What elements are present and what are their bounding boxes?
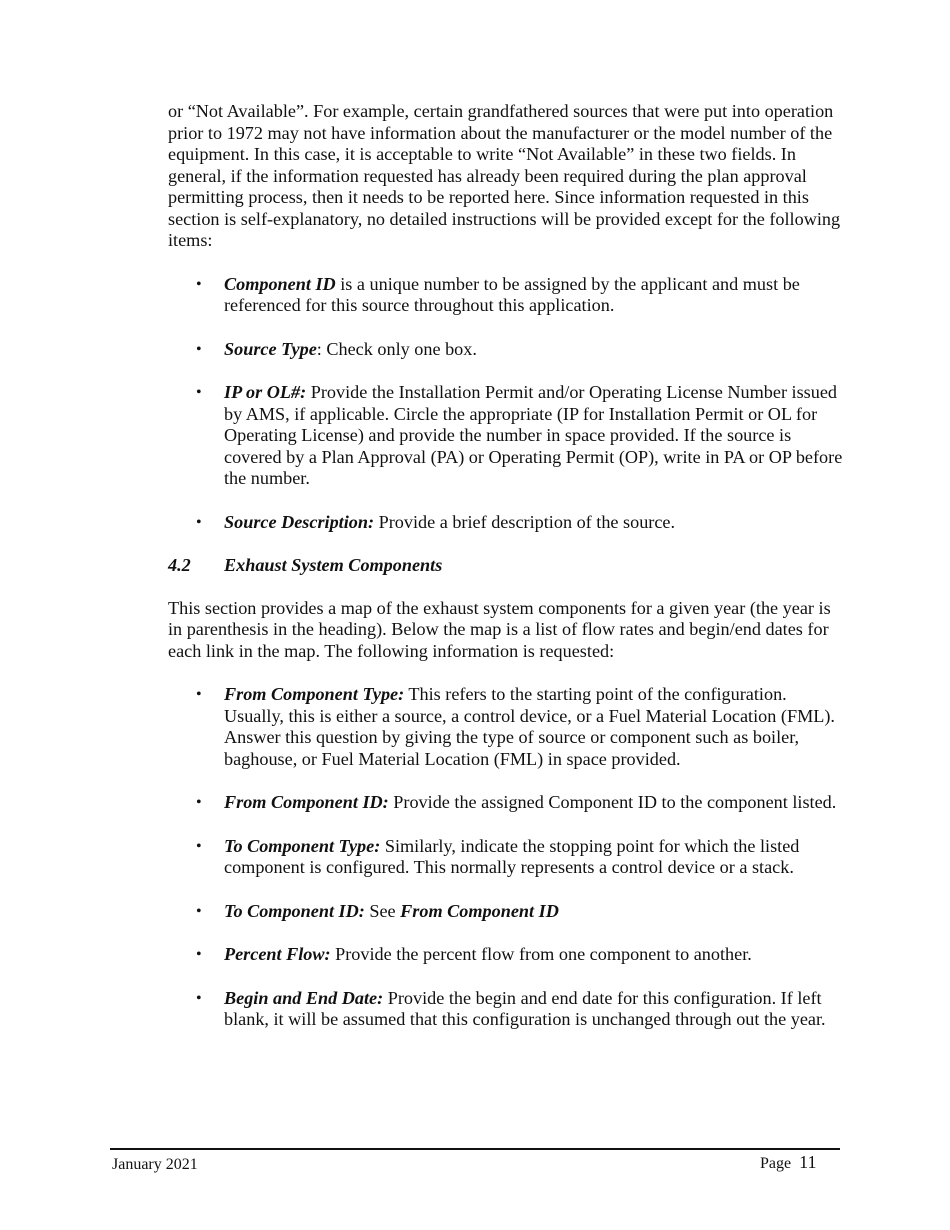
page-number: 11 (799, 1152, 817, 1172)
item-text: Provide the Installation Permit and/or Operating License Number issued by AMS, if applicable. Circle the appropriate (IP for Installation Permit or OL for Operating License) and provide the number in space provided. If the source is covered by a Plan Approval (PA) or Operating Permit (OP), write in PA or OP before the number. (224, 382, 843, 488)
section-heading (168, 555, 848, 577)
list-item (168, 836, 848, 879)
list-item (168, 684, 848, 770)
section-number: 4.2 (168, 555, 191, 575)
bullet-icon: • (196, 513, 202, 531)
page-label: Page (760, 1155, 792, 1172)
document-body (168, 101, 848, 1053)
item-term: Source Type (224, 338, 317, 359)
item-text: Provide the begin and end date for this configuration. If left blank, it will be assumed that this configuration is unchanged through out the year. (224, 987, 826, 1029)
bullet-icon: • (196, 989, 202, 1007)
item-term: To Component ID: (224, 900, 365, 921)
footer-divider (110, 1148, 840, 1150)
item-text: Provide a brief description of the source. (374, 511, 676, 532)
bullet-icon: • (196, 686, 202, 703)
list-item (168, 382, 848, 490)
footer-page (760, 1152, 816, 1175)
bullet-icon: • (196, 794, 202, 811)
item-text: Provide the percent flow from one component to another. (330, 944, 752, 964)
list-item (168, 274, 848, 317)
list-item (168, 944, 848, 966)
bullet-icon: • (196, 902, 202, 920)
exhaust-items-list (168, 684, 848, 1031)
item-reference: From Component ID (400, 900, 559, 921)
item-term: From Component ID: (224, 792, 389, 812)
list-item (168, 512, 848, 534)
section-paragraph: This section provides a map of the exhaust system components for a given year (the year is in parenthesis in the heading). Below the map is a list of flow rates and begin/end dates for each link in the map. The following information is requested: (168, 597, 831, 661)
item-term: IP or OL#: (224, 382, 307, 402)
list-item (168, 339, 848, 361)
bullet-icon: • (196, 384, 202, 401)
list-item (168, 988, 848, 1031)
item-term: From Component Type: (224, 684, 405, 704)
item-term: Begin and End Date: (224, 987, 384, 1008)
bullet-icon: • (196, 837, 202, 855)
item-term: Component ID (224, 273, 336, 294)
item-text: Provide the assigned Component ID to the component listed. (388, 792, 837, 812)
bullet-icon: • (196, 946, 202, 963)
item-text: See (364, 900, 401, 921)
source-items-list (168, 274, 848, 534)
bullet-icon: • (196, 275, 202, 293)
section-title: Exhaust System Components (224, 555, 443, 575)
item-text: is a unique number to be assigned by the applicant and must be referenced for this source throughout this application. (224, 273, 800, 315)
item-text: Similarly, indicate the stopping point for which the listed component is configured. This normally represents a control device or a stack. (224, 835, 800, 877)
list-item (168, 901, 848, 923)
item-term: Source Description: (224, 511, 375, 532)
item-text: : Check only one box. (316, 338, 477, 359)
item-term: Percent Flow: (224, 944, 331, 964)
item-term: To Component Type: (224, 835, 381, 856)
list-item (168, 792, 848, 814)
bullet-icon: • (196, 340, 202, 358)
footer-date: January 2021 (112, 1156, 198, 1173)
item-text: This refers to the starting point of the configuration. Usually, this is either a source, a control device, or a Fuel Material Location (FML). Answer this question by giving the type of source or component such as boiler, baghouse, or Fuel Material Location (FML) in space provided. (224, 684, 835, 769)
intro-paragraph: or “Not Available”. For example, certain grandfathered sources that were put into operation prior to 1972 may not have information about the manufacturer or the model number of the equipment. In this case, it is acceptable to write “Not Available” in these two fields. In general, if the information requested has already been required during the plan approval permitting process, then it needs to be reported here. Since information requested in this section is self-explanatory, no detailed instructions will be provided except for the following items: (168, 101, 841, 250)
